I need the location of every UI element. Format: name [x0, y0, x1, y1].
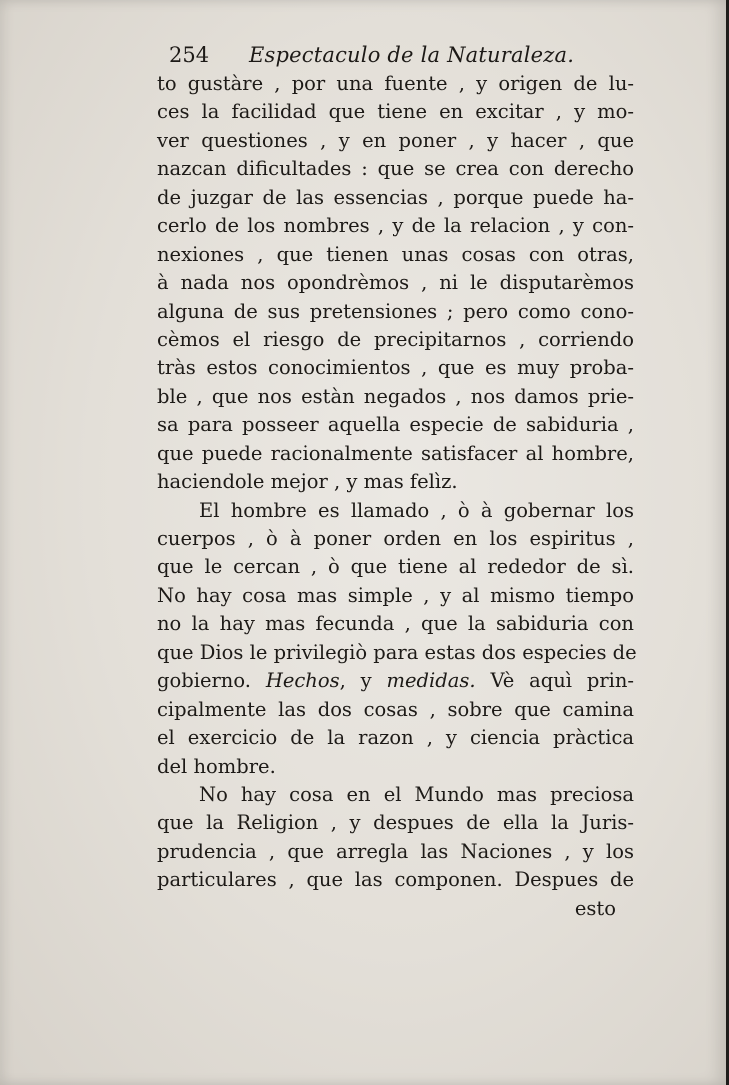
text-line: nexiones , que tienen unas cosas con otras,	[157, 242, 634, 266]
text-line: No hay cosa mas simple , y al mismo tiempo	[157, 583, 634, 607]
conjunction-y: y	[360, 669, 372, 693]
text-line: to gustàre , por una fuente , y origen de lu-	[157, 72, 634, 95]
text-line: que le cercan , ò que tiene al rededor de sì.	[157, 555, 634, 579]
text-line-gobierno	[157, 667, 634, 695]
text-line: alguna de sus pretensiones ; pero como cono-	[157, 299, 634, 323]
gobierno-word: gobierno.	[157, 669, 251, 693]
comma: ,	[339, 669, 346, 693]
text-line: cuerpos , ò à poner orden en los espiritus ,	[157, 527, 634, 550]
text-line: No hay cosa en el Mundo mas preciosa	[199, 782, 634, 806]
text-line: prudencia , que arregla las Naciones , y los	[157, 839, 634, 863]
running-title: Espectaculo de la Naturaleza.	[249, 43, 575, 67]
text-line: cèmos el riesgo de precipitarnos , corriendo	[157, 327, 634, 351]
page-number: 254	[169, 43, 210, 67]
text-line: particulares , que las componen. Despues de	[157, 868, 634, 892]
text-line: ble , que nos estàn negados , nos damos prie-	[157, 384, 634, 408]
text-line: cerlo de los nombres , y de la relacion , y con-	[157, 214, 634, 238]
text-line: sa para posseer aquella especie de sabiduria ,	[157, 413, 634, 437]
text-line: del hombre.	[157, 754, 276, 778]
text-line: que la Religion , y despues de ella la Juris-	[157, 811, 634, 835]
italic-medidas: medidas.	[386, 669, 476, 693]
text-line: no la hay mas fecunda , que la sabiduria con	[157, 612, 634, 636]
italic-hechos: Hechos	[265, 669, 340, 693]
text-line: que puede racionalmente satisfacer al hombre,	[157, 441, 634, 465]
text-line: à nada nos opondrèmos , ni le disputarèmos	[157, 271, 634, 295]
text-line: que Dios le privilegiò para estas dos especies de	[157, 640, 637, 664]
text-line: El hombre es llamado , ò à gobernar los	[199, 498, 634, 522]
text-line: de juzgar de las essencias , porque puede ha-	[157, 185, 634, 209]
text-line: cipalmente las dos cosas , sobre que camina	[157, 697, 634, 721]
text-line: haciendole mejor , y mas felìz.	[157, 470, 458, 494]
gobierno-rest: Vè aquì prin-	[490, 669, 635, 693]
text-line: ces la facilidad que tiene en excitar , y mo-	[157, 100, 634, 124]
text-line: nazcan dificultades : que se crea con derecho	[157, 157, 634, 181]
running-header	[157, 40, 634, 70]
page-text	[157, 40, 637, 923]
text-line: el exercicio de la razon , y ciencia pràctica	[157, 726, 634, 750]
text-line: tràs estos conocimientos , que es muy proba-	[157, 356, 634, 380]
catchword: esto	[574, 896, 616, 920]
text-line: ver questiones , y en poner , y hacer , que	[157, 128, 634, 152]
